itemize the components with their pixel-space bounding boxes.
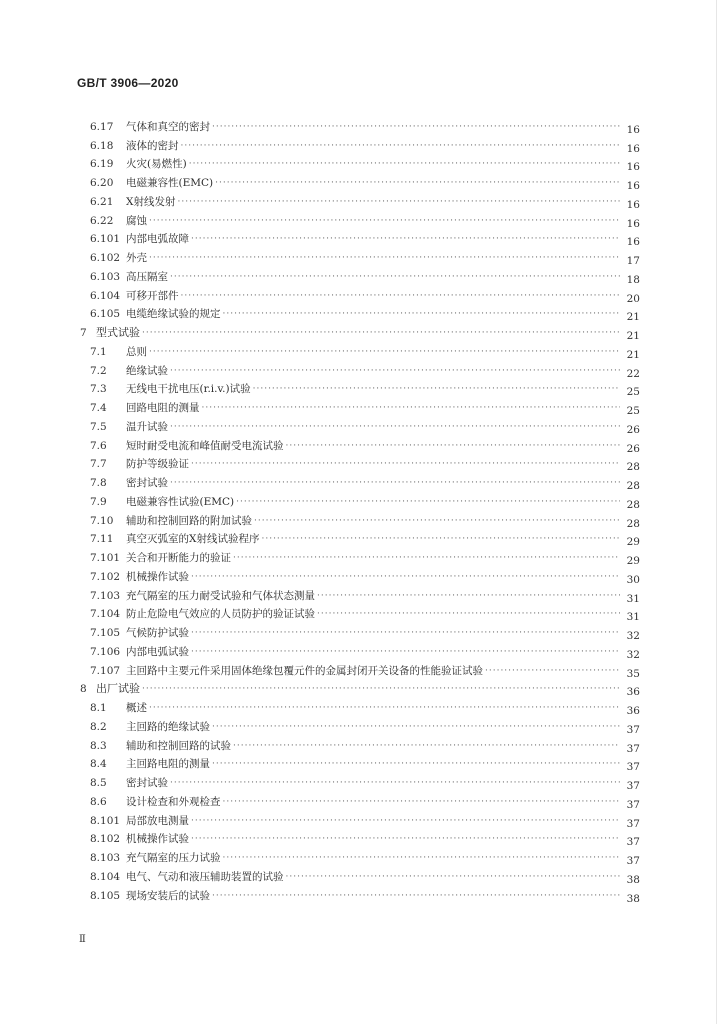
toc-entry-title: 电缆绝缘试验的规定 <box>126 308 221 321</box>
toc-entry-page: 37 <box>626 836 640 849</box>
toc-entry-number: 6.103 <box>90 270 121 283</box>
toc-entry[interactable] <box>80 509 640 528</box>
toc-entry-title: 现场安装后的试验 <box>126 889 210 902</box>
toc-entry-title: 出厂试验 <box>96 682 140 696</box>
toc-dot-leader <box>191 457 620 471</box>
toc-entry-page: 35 <box>626 667 640 680</box>
toc-entry-page: 21 <box>626 311 640 324</box>
toc-dot-leader <box>233 551 620 565</box>
toc-entry-page: 21 <box>626 348 640 361</box>
toc-entry-title: 设计检查和外观检查 <box>126 795 221 808</box>
toc-entry-number: 8.2 <box>90 720 107 733</box>
toc-entry-page: 16 <box>626 142 640 155</box>
toc-entry-title: 型式试验 <box>96 326 140 339</box>
toc-dot-leader <box>191 570 620 584</box>
toc-entry-number: 8.103 <box>90 852 121 864</box>
toc-dot-leader <box>212 889 620 903</box>
toc-entry-page: 28 <box>626 517 640 530</box>
toc-entry-page: 32 <box>626 648 640 661</box>
toc-entry-page: 17 <box>626 255 640 267</box>
toc-entry-number: 7.104 <box>90 608 121 621</box>
toc-entry-title: 液体的密封 <box>126 139 179 152</box>
toc-entry-number: 7.2 <box>90 364 107 377</box>
toc-entry-title: 气候防护试验 <box>126 627 189 639</box>
toc-entry-page: 26 <box>626 423 640 436</box>
toc-entry-number: 8.101 <box>90 814 121 827</box>
toc-entry-title: 辅助和控制回路的试验 <box>126 739 231 752</box>
toc-entry[interactable] <box>80 284 640 303</box>
toc-entry-page: 18 <box>626 273 640 286</box>
toc-dot-leader <box>149 345 620 359</box>
toc-entry-number: 6.105 <box>90 308 121 321</box>
toc-entry-title: 电磁兼容性试验(EMC) <box>126 495 235 508</box>
toc-entry-title: 电气、气动和液压辅助装置的试验 <box>126 870 284 883</box>
toc-dot-leader <box>212 720 620 734</box>
toc-entry-title: 机械操作试验 <box>126 570 189 583</box>
toc-entry-number: 7.1 <box>90 345 107 358</box>
toc-entry-page: 37 <box>626 723 640 736</box>
toc-entry-title: 防止危险电气效应的人员防护的验证试验 <box>126 608 315 621</box>
toc-entry-number: 8.6 <box>90 795 107 808</box>
toc-dot-leader <box>170 420 620 434</box>
standard-code-header: GB/T 3906—2020 <box>77 76 179 90</box>
toc-entry-number: 8.4 <box>90 758 107 771</box>
toc-entry[interactable] <box>80 565 640 584</box>
toc-entry-title: 内部电弧试验 <box>126 645 189 658</box>
toc-entry-number: 8.102 <box>90 833 121 846</box>
toc-entry[interactable] <box>80 603 640 622</box>
toc-entry-page: 31 <box>626 592 640 605</box>
toc-entry-page: 38 <box>626 873 640 886</box>
toc-dot-leader <box>149 701 620 715</box>
toc-entry[interactable] <box>80 865 640 884</box>
toc-entry-number: 7.101 <box>90 552 121 564</box>
toc-entry[interactable] <box>80 846 640 865</box>
toc-entry-page: 38 <box>626 892 640 905</box>
toc-entry[interactable] <box>80 790 640 809</box>
toc-entry[interactable] <box>80 640 640 659</box>
toc-entry-page: 28 <box>626 480 640 492</box>
toc-entry-number: 6.17 <box>90 120 114 133</box>
scan-edge-line <box>716 0 717 1024</box>
toc-entry-number: 7 <box>80 327 87 339</box>
toc-dot-leader <box>223 307 621 321</box>
toc-entry-page: 25 <box>626 386 640 399</box>
toc-entry-page: 22 <box>626 367 640 380</box>
toc-dot-leader <box>191 626 620 640</box>
toc-entry-title: 概述 <box>126 702 147 714</box>
toc-entry-page: 36 <box>626 686 640 699</box>
toc-entry-page: 37 <box>626 780 640 792</box>
toc-dot-leader <box>202 401 621 415</box>
toc-entry-page: 37 <box>626 798 640 811</box>
toc-dot-leader <box>189 157 620 171</box>
toc-dot-leader <box>286 439 621 453</box>
toc-entry-title: 回路电阻的测量 <box>126 402 200 414</box>
toc-entry[interactable] <box>80 171 640 190</box>
toc-entry[interactable] <box>80 303 640 322</box>
toc-entry[interactable] <box>80 659 640 678</box>
toc-entry-title: 真空灭弧室的X射线试验程序 <box>126 533 260 546</box>
toc-entry-page: 37 <box>626 817 640 830</box>
toc-entry-page: 26 <box>626 442 640 455</box>
toc-entry[interactable] <box>80 396 640 415</box>
toc-entry-title: 主回路电阻的测量 <box>126 758 210 771</box>
toc-dot-leader <box>181 289 621 303</box>
toc-entry-title: 温升试验 <box>126 420 168 433</box>
toc-entry-title: 关合和开断能力的验证 <box>126 552 231 564</box>
table-of-contents <box>80 115 640 903</box>
toc-entry-number: 8.3 <box>90 739 107 752</box>
toc-entry-title: 可移开部件 <box>126 289 179 302</box>
toc-dot-leader <box>191 645 620 659</box>
page-number-footer: Ⅱ <box>79 934 86 945</box>
toc-entry-number: 7.3 <box>90 383 107 396</box>
toc-dot-leader <box>236 495 620 509</box>
toc-entry-number: 7.107 <box>90 664 121 677</box>
toc-dot-leader <box>212 757 620 771</box>
toc-entry[interactable] <box>80 228 640 247</box>
toc-entry-page: 20 <box>626 292 640 305</box>
toc-entry-page: 16 <box>626 198 640 211</box>
toc-entry-number: 7.105 <box>90 627 121 639</box>
toc-entry[interactable] <box>80 771 640 790</box>
toc-entry[interactable] <box>80 265 640 284</box>
toc-dot-leader <box>142 326 620 340</box>
toc-entry[interactable] <box>80 190 640 209</box>
toc-entry[interactable] <box>80 246 640 265</box>
toc-entry-page: 29 <box>626 536 640 549</box>
toc-entry-title: 辅助和控制回路的附加试验 <box>126 514 252 527</box>
toc-dot-leader <box>317 607 620 621</box>
toc-entry[interactable] <box>80 471 640 490</box>
toc-entry-title: 充气隔室的压力耐受试验和气体状态测量 <box>126 589 315 602</box>
toc-dot-leader <box>223 851 621 865</box>
toc-entry-page: 16 <box>626 180 640 192</box>
toc-entry-title: 充气隔室的压力试验 <box>126 852 221 864</box>
toc-entry-number: 6.102 <box>90 252 121 264</box>
toc-entry[interactable] <box>80 490 640 509</box>
toc-dot-leader <box>149 214 620 228</box>
toc-entry-title: 主回路中主要元件采用固体绝缘包覆元件的金属封闭开关设备的性能验证试验 <box>126 664 483 677</box>
toc-entry[interactable] <box>80 434 640 453</box>
toc-entry[interactable] <box>80 453 640 472</box>
toc-entry[interactable] <box>80 209 640 228</box>
toc-entry-title: 绝缘试验 <box>126 364 168 377</box>
toc-entry-title: 主回路的绝缘试验 <box>126 720 210 733</box>
toc-entry-number: 7.8 <box>90 477 107 489</box>
toc-entry-title: 火灾(易燃性) <box>126 158 187 171</box>
toc-dot-leader <box>191 814 620 828</box>
toc-dot-leader <box>223 795 621 809</box>
toc-entry-title: 防护等级验证 <box>126 458 189 471</box>
toc-entry-title: 局部放电测量 <box>126 814 189 827</box>
toc-entry[interactable] <box>80 153 640 172</box>
toc-entry-page: 29 <box>626 555 640 567</box>
toc-entry-page: 16 <box>626 236 640 249</box>
toc-entry-title: 电磁兼容性(EMC) <box>126 177 214 189</box>
toc-entry-number: 6.22 <box>90 214 114 227</box>
toc-entry-number: 7.4 <box>90 402 107 414</box>
toc-entry[interactable] <box>80 546 640 565</box>
toc-entry-number: 6.21 <box>90 195 114 208</box>
toc-dot-leader <box>233 739 620 753</box>
toc-entry-title: 密封试验 <box>126 477 168 489</box>
toc-entry[interactable] <box>80 696 640 715</box>
toc-entry-page: 28 <box>626 461 640 474</box>
toc-dot-leader <box>191 232 620 246</box>
toc-entry-number: 8.105 <box>90 889 121 902</box>
toc-entry-number: 7.102 <box>90 570 121 583</box>
toc-dot-leader <box>485 664 620 678</box>
toc-entry-number: 8 <box>80 683 87 696</box>
toc-entry-page: 37 <box>626 742 640 755</box>
toc-dot-leader <box>286 870 621 884</box>
toc-entry[interactable] <box>80 321 640 340</box>
toc-dot-leader <box>212 120 620 134</box>
toc-entry-title: 腐蚀 <box>126 214 147 227</box>
toc-entry[interactable] <box>80 753 640 772</box>
toc-entry-number: 6.19 <box>90 158 114 171</box>
toc-entry[interactable] <box>80 809 640 828</box>
toc-dot-leader <box>317 589 620 603</box>
toc-entry[interactable] <box>80 678 640 697</box>
toc-entry-page: 25 <box>626 405 640 417</box>
toc-entry[interactable] <box>80 415 640 434</box>
toc-entry-page: 37 <box>626 761 640 774</box>
toc-entry-page: 32 <box>626 630 640 642</box>
toc-entry[interactable] <box>80 828 640 847</box>
toc-dot-leader <box>170 776 620 790</box>
toc-entry[interactable] <box>80 340 640 359</box>
toc-entry-page: 37 <box>626 855 640 867</box>
toc-entry-number: 8.5 <box>90 777 107 789</box>
toc-entry-number: 8.104 <box>90 870 121 883</box>
toc-dot-leader <box>254 514 620 528</box>
toc-dot-leader <box>215 176 620 190</box>
toc-entry[interactable] <box>80 134 640 153</box>
toc-dot-leader <box>149 251 620 265</box>
toc-entry-page: 36 <box>626 705 640 717</box>
toc-dot-leader <box>177 195 620 209</box>
toc-entry-number: 7.7 <box>90 458 107 471</box>
toc-entry[interactable] <box>80 528 640 547</box>
toc-entry-number: 7.10 <box>90 514 114 527</box>
toc-dot-leader <box>170 364 620 378</box>
toc-entry-page: 30 <box>626 573 640 586</box>
toc-entry[interactable] <box>80 884 640 903</box>
toc-entry-title: X射线发射 <box>126 195 176 208</box>
toc-entry-number: 8.1 <box>90 702 107 714</box>
toc-dot-leader <box>191 832 620 846</box>
toc-entry-number: 7.5 <box>90 420 107 433</box>
toc-dot-leader <box>181 139 621 153</box>
toc-entry-title: 高压隔室 <box>126 270 168 283</box>
toc-entry-title: 机械操作试验 <box>126 833 189 846</box>
toc-dot-leader <box>170 476 620 490</box>
toc-entry-page: 16 <box>626 161 640 174</box>
toc-entry[interactable] <box>80 359 640 378</box>
toc-entry-page: 28 <box>626 498 640 511</box>
toc-entry-page: 21 <box>626 330 640 342</box>
toc-entry-number: 7.6 <box>90 439 107 452</box>
toc-entry[interactable] <box>80 584 640 603</box>
toc-entry-number: 7.103 <box>90 589 121 602</box>
toc-dot-leader <box>170 270 620 284</box>
toc-entry-number: 6.18 <box>90 139 114 152</box>
toc-entry-title: 气体和真空的密封 <box>126 120 210 133</box>
toc-entry-title: 外壳 <box>126 252 147 264</box>
toc-entry-page: 16 <box>626 123 640 136</box>
toc-entry-number: 7.106 <box>90 645 121 658</box>
toc-entry-title: 密封试验 <box>126 777 168 789</box>
toc-entry-title: 总则 <box>126 345 147 358</box>
toc-entry[interactable] <box>80 715 640 734</box>
toc-dot-leader <box>261 532 620 546</box>
toc-entry[interactable] <box>80 378 640 397</box>
toc-entry-number: 6.20 <box>90 177 114 189</box>
toc-dot-leader <box>142 682 620 696</box>
toc-entry-page: 31 <box>626 611 640 624</box>
toc-entry-number: 7.9 <box>90 495 107 508</box>
toc-entry-title: 内部电弧故障 <box>126 233 189 246</box>
toc-entry[interactable] <box>80 621 640 640</box>
toc-entry-number: 6.101 <box>90 233 121 246</box>
toc-entry-title: 无线电干扰电压(r.i.v.)试验 <box>126 383 251 396</box>
toc-entry-page: 16 <box>626 217 640 230</box>
toc-entry[interactable] <box>80 115 640 134</box>
toc-entry-title: 短时耐受电流和峰值耐受电流试验 <box>126 439 284 452</box>
toc-dot-leader <box>253 382 620 396</box>
toc-entry[interactable] <box>80 734 640 753</box>
toc-entry-number: 7.11 <box>90 533 114 546</box>
toc-entry-number: 6.104 <box>90 289 121 302</box>
